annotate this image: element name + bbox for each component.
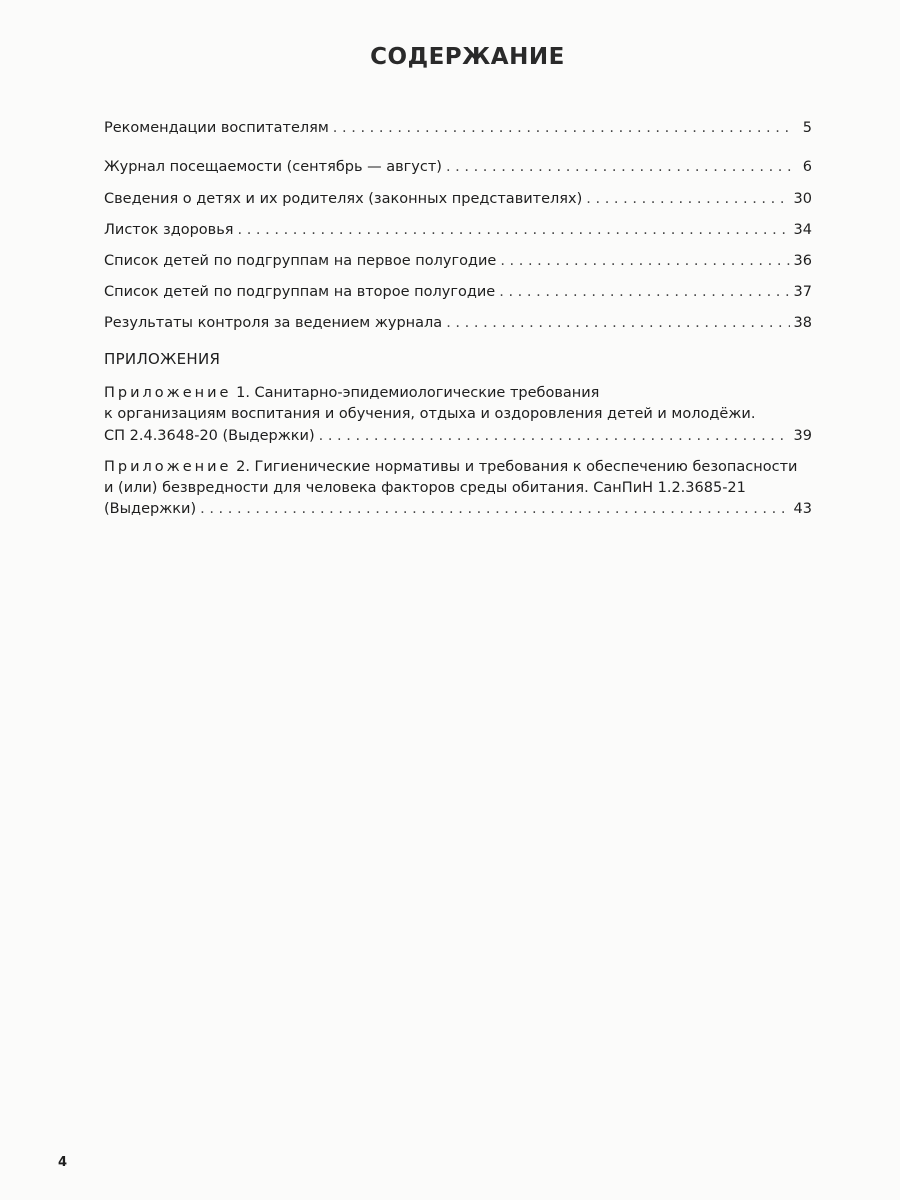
toc-entry[interactable] [104,220,812,240]
toc-entry-label: Сведения о детях и их родителях (законных представителях) [104,191,583,207]
appendix-heading: ПРИЛОЖЕНИЯ [104,350,221,368]
toc-entry-label: Листок здоровья [104,222,234,238]
appendix-line-label: СП 2.4.3648-20 (Выдержки) [104,428,315,444]
toc-entry[interactable] [104,282,812,302]
leader-dots [499,282,789,302]
toc-entry[interactable] [104,157,812,177]
appendix-line: к организациям воспитания и обучения, отдыха и оздоровления детей и молодёжи. [104,406,756,422]
appendix-line [104,383,812,403]
appendix-page: 39 [793,428,812,444]
toc-entry-label: Список детей по подгруппам на первое полугодие [104,253,497,269]
appendix-line [104,457,812,477]
toc-entry[interactable] [104,189,812,209]
toc-entry-label: Результаты контроля за ведением журнала [104,315,443,331]
toc-entry-page: 6 [802,159,812,175]
appendix-line-label: (Выдержки) [104,501,197,517]
appendix-line: и (или) безвредности для человека факторов среды обитания. СанПиН 1.2.3685-21 [104,480,746,496]
leader-dots [200,499,789,519]
toc-entry-label: Список детей по подгруппам на второе полугодие [104,284,496,300]
appendix-prefix: Приложение [104,459,232,475]
appendix-prefix: Приложение [104,385,232,401]
toc-entry[interactable] [104,118,812,138]
page-number: 4 [58,1155,68,1170]
leader-dots [237,220,789,240]
toc-entry-page: 38 [793,315,812,331]
leader-dots [586,189,789,209]
page-title: СОДЕРЖАНИЕ [370,44,565,70]
leader-dots [333,118,794,138]
toc-entry-page: 34 [793,222,812,238]
toc-entry[interactable] [104,313,812,333]
toc-entry-label: Журнал посещаемости (сентябрь — август) [104,159,442,175]
leader-dots [446,157,794,177]
appendix-last-line [104,499,812,519]
toc-entry-page: 37 [793,284,812,300]
appendix-page: 43 [793,501,812,517]
appendix-last-line [104,426,812,446]
leader-dots [446,313,789,333]
appendix-title: 1. Санитарно-эпидемиологические требования [231,385,600,401]
toc-entry-page: 30 [793,191,812,207]
toc-entry-label: Рекомендации воспитателям [104,120,329,136]
toc-entry-page: 36 [793,253,812,269]
toc-entry[interactable] [104,251,812,271]
leader-dots [319,426,790,446]
toc-entry-page: 5 [802,120,812,136]
appendix-title: 2. Гигиенические нормативы и требования к обеспечению безопасности [231,459,798,475]
leader-dots [500,251,789,271]
